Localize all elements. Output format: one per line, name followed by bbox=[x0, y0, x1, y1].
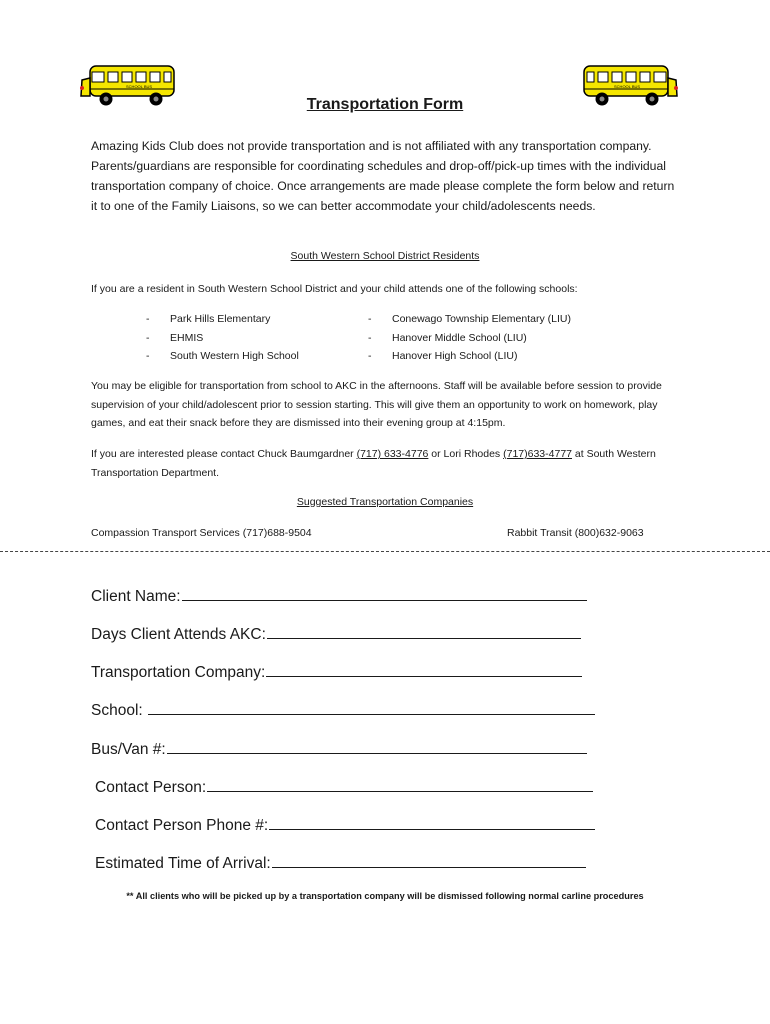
school-item: - EHMIS bbox=[146, 329, 299, 348]
school-blank[interactable] bbox=[148, 700, 595, 715]
intro-paragraph: Amazing Kids Club does not provide transportation and is not affiliated with any transportation company. Parents/guardians are responsible for coordinating schedules and drop-off/pick-up times with the individual transportation company of choice. Once arrangements are made please complete the form below and return it to one of the Family Liaisons, so we can better accommodate your child/adolescents needs. bbox=[91, 139, 675, 213]
school-item: - Hanover Middle School (LIU) bbox=[368, 329, 571, 348]
company-compassion: Compassion Transport Services (717)688-9504 bbox=[91, 527, 312, 539]
days-attends-field[interactable] bbox=[91, 624, 581, 644]
company-rabbit-transit: Rabbit Transit (800)632-9063 bbox=[507, 527, 644, 539]
contact-paragraph bbox=[91, 445, 681, 482]
school-field[interactable] bbox=[91, 700, 595, 720]
field-label: Estimated Time of Arrival: bbox=[95, 855, 271, 872]
contact-person-field[interactable] bbox=[95, 777, 593, 797]
client-name-blank[interactable] bbox=[182, 586, 587, 601]
field-label: Contact Person Phone #: bbox=[95, 817, 269, 834]
form-title: Transportation Form bbox=[306, 96, 464, 113]
contact-phone-blank[interactable] bbox=[269, 815, 595, 830]
contact-text: If you are interested please contact Chuck Baumgardner bbox=[91, 448, 357, 460]
phone-link-chuck[interactable]: (717) 633-4776 bbox=[356, 448, 429, 460]
contact-text: or Lori Rhodes bbox=[428, 448, 504, 460]
bus-left-label: SCHOOL BUS bbox=[126, 84, 153, 89]
days-attends-blank[interactable] bbox=[267, 624, 581, 639]
bus-van-blank[interactable] bbox=[167, 739, 587, 754]
residents-heading: South Western School District Residents bbox=[290, 250, 480, 262]
school-item: - Conewago Township Elementary (LIU) bbox=[368, 310, 571, 329]
client-name-field[interactable] bbox=[91, 586, 587, 606]
contact-person-blank[interactable] bbox=[207, 777, 593, 792]
contact-phone-field[interactable] bbox=[95, 815, 595, 835]
transportation-company-field[interactable] bbox=[91, 662, 582, 682]
eligibility-paragraph: You may be eligible for transportation from school to AKC in the afternoons. Staff will be available before session to provide supervision of your child/adolescent prior to session starting. This will give them an opportunity to work on homework, play games, and eat their snack before they are dismissed into their evening group at 4:15pm. bbox=[91, 380, 662, 429]
field-label: School: bbox=[91, 702, 148, 719]
school-item: - Hanover High School (LIU) bbox=[368, 347, 571, 366]
field-label: Days Client Attends AKC: bbox=[91, 626, 266, 643]
arrival-time-field[interactable] bbox=[95, 853, 586, 873]
school-item: - South Western High School bbox=[146, 347, 299, 366]
phone-link-lori[interactable]: (717)633-4777 bbox=[503, 448, 572, 460]
arrival-time-blank[interactable] bbox=[272, 853, 586, 868]
bus-right-label: SCHOOL BUS bbox=[614, 84, 641, 89]
field-label: Bus/Van #: bbox=[91, 741, 166, 758]
dismissal-footnote: ** All clients who will be picked up by a transportation company will be dismissed following normal carline procedures bbox=[126, 891, 644, 901]
field-label: Contact Person: bbox=[95, 779, 207, 796]
schools-list-left bbox=[146, 310, 299, 366]
field-label: Transportation Company: bbox=[91, 664, 266, 681]
contact-text: at South Western Transportation Department. bbox=[91, 448, 656, 479]
resident-text: If you are a resident in South Western School District and your child attends one of the following schools: bbox=[91, 283, 578, 295]
schools-list-right bbox=[368, 310, 571, 366]
transportation-company-blank[interactable] bbox=[266, 662, 582, 677]
field-label: Client Name: bbox=[91, 588, 181, 605]
bus-van-field[interactable] bbox=[91, 739, 587, 759]
cut-line-divider bbox=[0, 551, 770, 552]
school-item: - Park Hills Elementary bbox=[146, 310, 299, 329]
companies-heading: Suggested Transportation Companies bbox=[296, 496, 474, 508]
